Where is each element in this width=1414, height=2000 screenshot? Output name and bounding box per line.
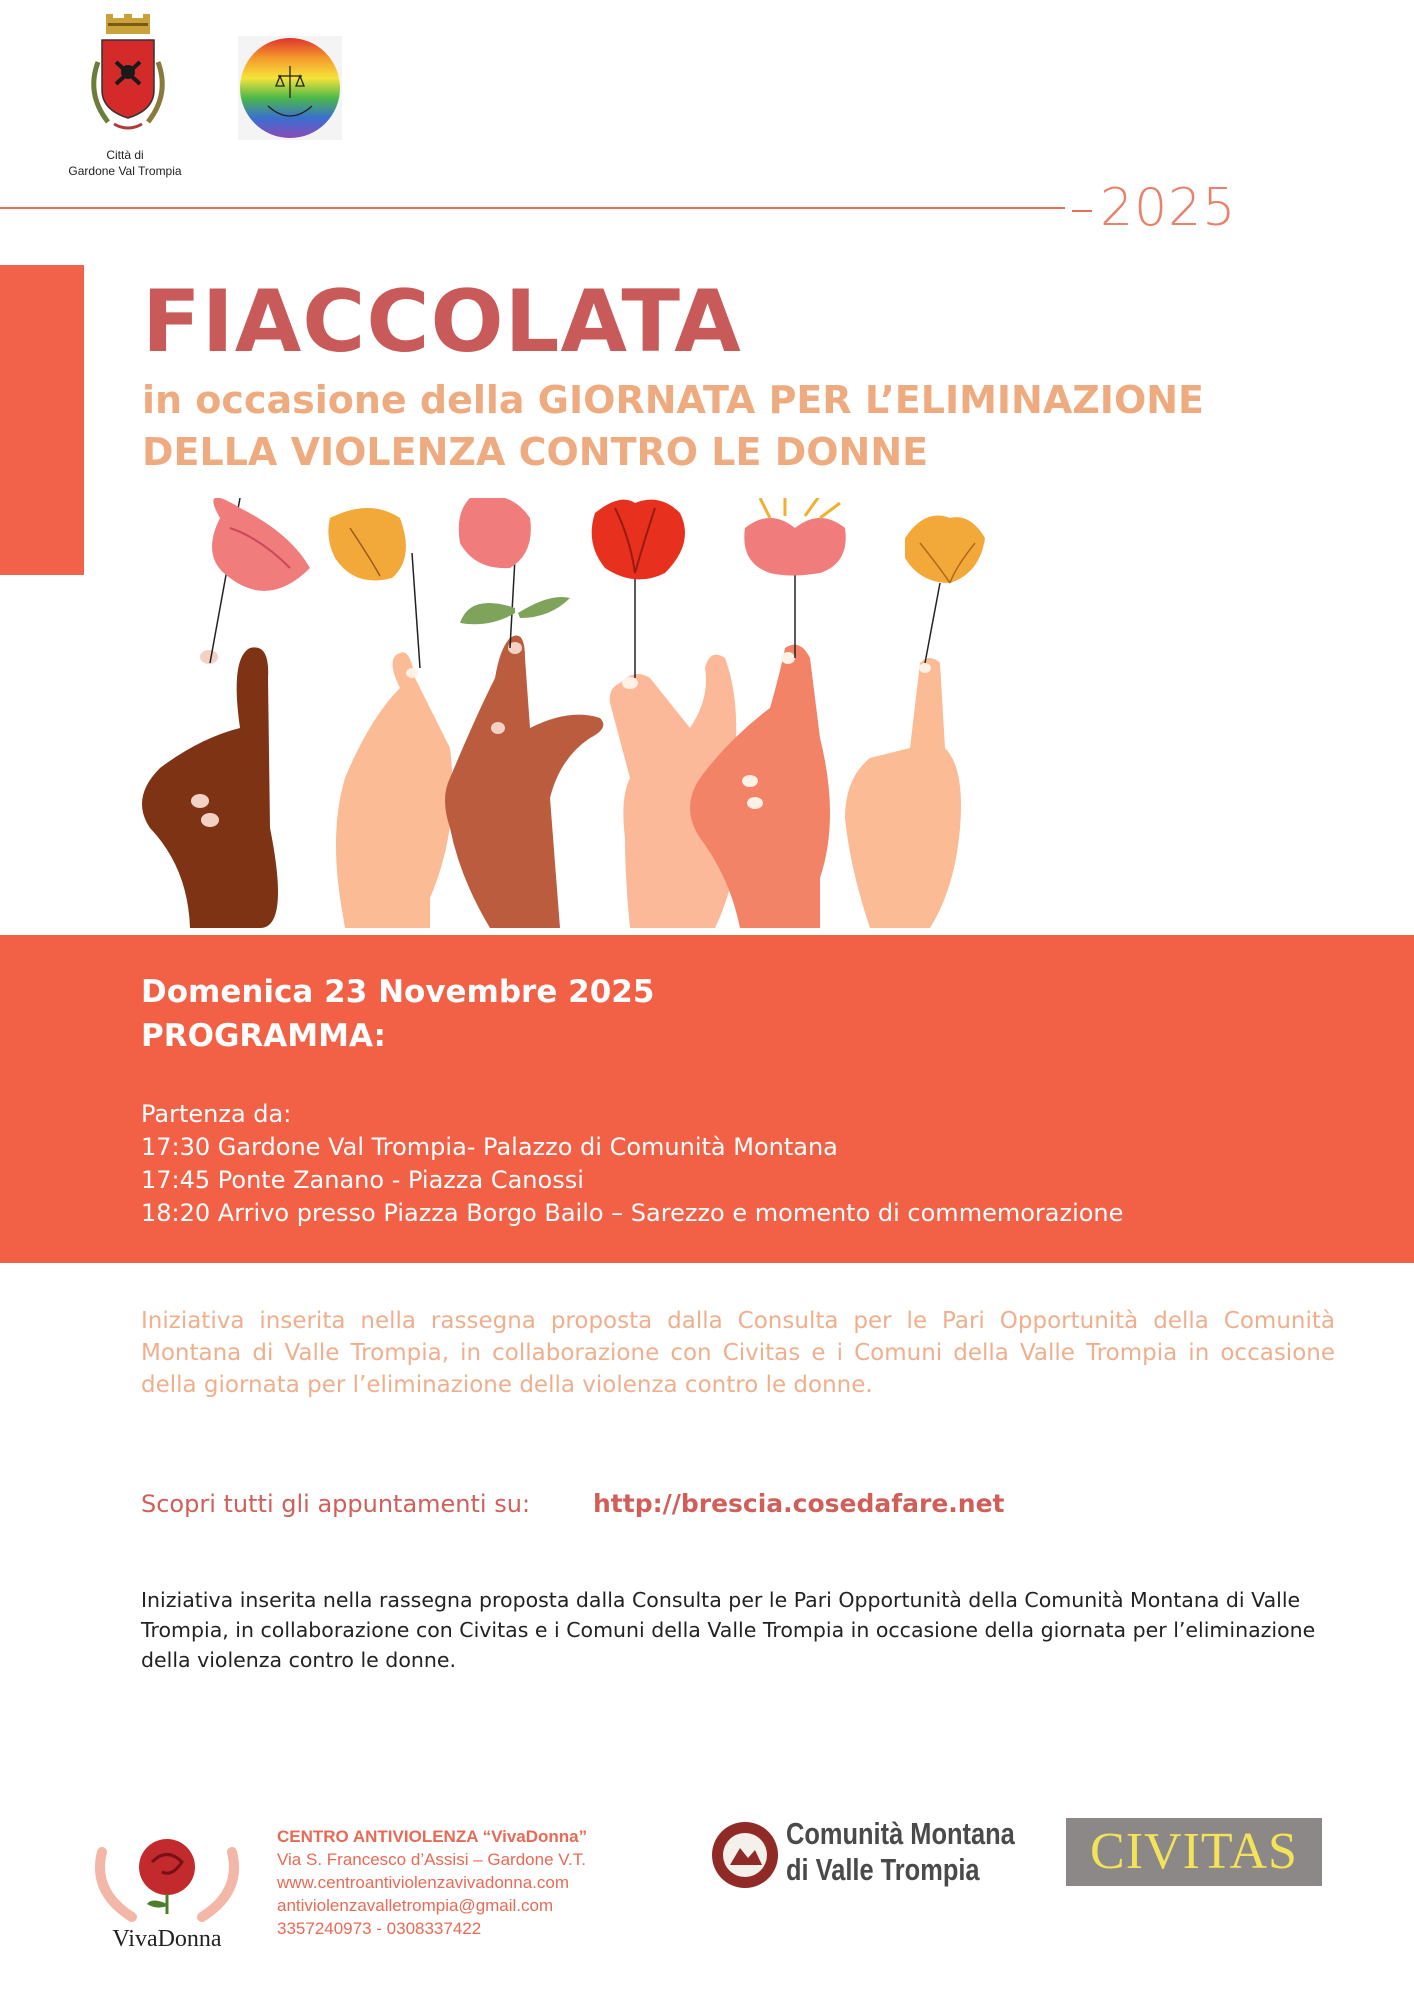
hand-light <box>328 508 452 928</box>
program-stop: 18:20 Arrivo presso Piazza Borgo Bailo – Sarezzo e momento di commemorazione <box>141 1199 1124 1227</box>
program-stop: 17:30 Gardone Val Trompia- Palazzo di Comunità Montana <box>141 1133 838 1161</box>
program-stop: 17:45 Ponte Zanano - Piazza Canossi <box>141 1166 584 1194</box>
vivadonna-logo <box>92 1822 242 1954</box>
departure-label: Partenza da: <box>141 1100 292 1128</box>
event-subtitle <box>142 374 1204 478</box>
subtitle-line2: DELLA VIOLENZA CONTRO LE DONNE <box>142 430 929 474</box>
left-accent-bar <box>0 265 84 575</box>
civitas-logo: CIVITAS <box>1066 1818 1322 1886</box>
events-website-link[interactable]: http://brescia.cosedafare.net <box>593 1489 1005 1518</box>
header-rule-dash <box>1072 210 1092 212</box>
city-label-line1: Città di <box>106 148 144 162</box>
center-name: CENTRO ANTIVIOLENZA “VivaDonna” <box>277 1827 588 1846</box>
year-label: 2025 <box>1100 178 1237 238</box>
center-email-link[interactable]: antiviolenzavalletrompia@gmail.com <box>277 1896 554 1915</box>
cm-logo-line2: di Valle Trompia <box>786 1852 980 1887</box>
city-crest-logo <box>78 14 178 142</box>
center-address: Via S. Francesco d’Assisi – Gardone V.T. <box>277 1850 586 1869</box>
comunita-montana-seal-icon <box>710 1820 780 1890</box>
equal-opportunity-rainbow-logo <box>238 36 342 140</box>
center-website-link[interactable]: www.centroantiviolenzavivadonna.com <box>277 1873 569 1892</box>
hand-dark-brown <box>142 498 310 928</box>
program-heading: PROGRAMMA: <box>141 1018 386 1054</box>
cm-logo-line1: Comunità Montana <box>786 1816 1015 1851</box>
hands-with-flowers-illustration <box>130 498 1090 928</box>
program-header <box>141 970 654 1058</box>
initiative-paragraph-secondary: Iniziativa inserita nella rassegna proposta dalla Consulta per le Pari Opportunità della Comunità Montana di Valle Trompia, in collaborazione con Civitas e i Comuni della Valle Trompia in occasione della giornata per l’eliminazione della violenza contro le donne. <box>141 1588 1316 1672</box>
hand-pointing <box>845 516 985 929</box>
city-label-line2: Gardone Val Trompia <box>68 164 182 178</box>
event-date: Domenica 23 Novembre 2025 <box>141 974 655 1010</box>
hand-medium-brown <box>445 498 603 928</box>
discover-label: Scopri tutti gli appuntamenti su: <box>141 1490 531 1518</box>
comunita-montana-logo <box>710 1816 1030 1896</box>
header-rule <box>0 207 1065 209</box>
event-title: FIACCOLATA <box>142 272 742 372</box>
subtitle-line1: in occasione della GIORNATA PER L’ELIMINAZIONE <box>142 378 1205 422</box>
center-phones: 3357240973 - 0308337422 <box>277 1919 482 1938</box>
center-contact-block <box>277 1825 587 1940</box>
vivadonna-logo-text: VivaDonna <box>112 1926 222 1952</box>
initiative-paragraph: Iniziativa inserita nella rassegna proposta dalla Consulta per le Pari Opportunità della Comunità Montana di Valle Trompia, in collaborazione con Civitas e i Comuni della Valle Trompia in occasione della giornata per l’eliminazione della violenza contro le donne. <box>141 1308 1335 1398</box>
city-label <box>40 147 210 179</box>
